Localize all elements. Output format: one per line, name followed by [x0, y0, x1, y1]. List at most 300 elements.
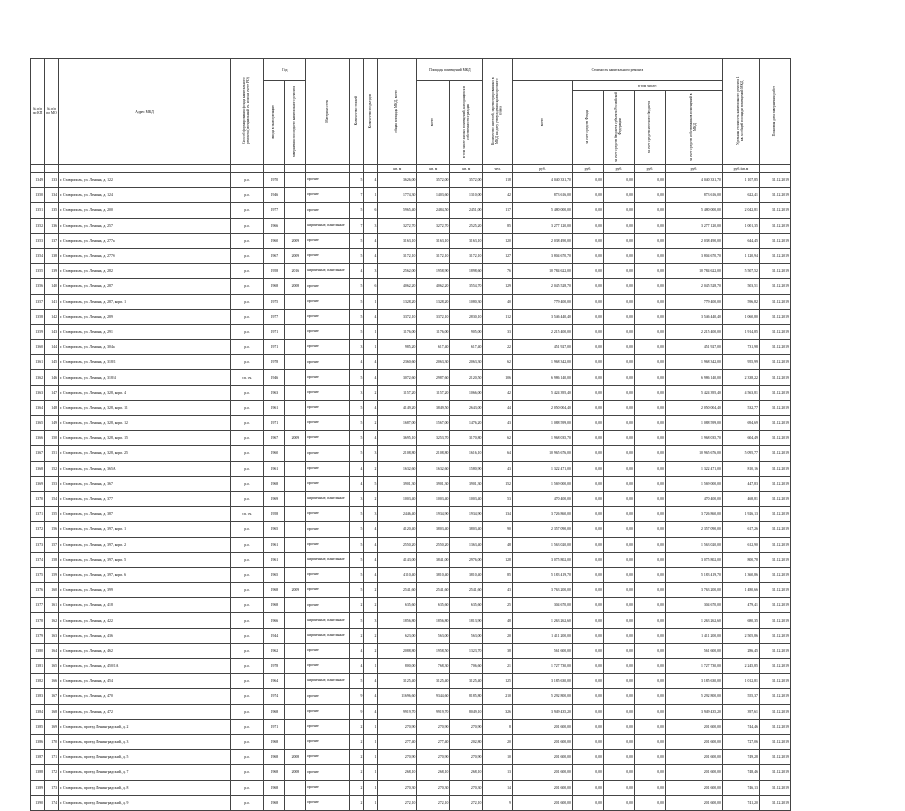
table-row — [31, 643, 791, 658]
table-cell: 1350 — [31, 188, 45, 203]
table-cell: 21 — [483, 659, 513, 674]
capital-repair-table — [30, 58, 791, 811]
table-cell: 1365 — [31, 416, 45, 431]
table-cell: 112 — [483, 309, 513, 324]
table-cell: 1385 — [31, 719, 45, 734]
table-cell: 3 075 802,00 — [512, 552, 572, 567]
table-cell — [285, 780, 306, 795]
table-cell: 129 — [483, 279, 513, 294]
table-cell: р.о. — [231, 598, 264, 613]
table-cell: 5 — [350, 431, 364, 446]
table-cell: р.о. — [231, 765, 264, 780]
table-cell: р.о. — [231, 385, 264, 400]
table-cell: г. Ставрополь, ул. Ленина, д. 418 — [59, 598, 231, 613]
table-row — [31, 719, 791, 734]
table-cell: прочие — [306, 750, 350, 765]
table-row — [31, 370, 791, 385]
table-cell: г. Ставрополь, ул. Ленина, д. 287 — [59, 279, 231, 294]
table-cell: 0,00 — [603, 416, 634, 431]
table-cell: 1352 — [31, 218, 45, 233]
table-cell: 617,26 — [722, 522, 759, 537]
table-cell — [285, 598, 306, 613]
table-cell: г. Ставрополь, ул. Ленина, д. 318/4 — [59, 370, 231, 385]
table-cell: 31.12.2019 — [759, 355, 790, 370]
table-cell — [285, 355, 306, 370]
table-cell: 563,00 — [417, 628, 450, 643]
table-cell: 0,00 — [572, 188, 603, 203]
table-cell: 0,00 — [603, 476, 634, 491]
table-cell: 4143,00 — [378, 552, 417, 567]
table-cell: 5 — [350, 203, 364, 218]
table-cell: 810,16 — [722, 461, 759, 476]
table-cell: 1964 — [264, 674, 285, 689]
table-cell: 140 — [45, 279, 59, 294]
table-cell: г. Ставрополь, проезд Ленинградский, д. 7 — [59, 765, 231, 780]
table-cell: 3163,10 — [378, 233, 417, 248]
header-residents: Количество жителей, зарегистрированных в МКД на дату утверждения краткосрочного плана — [483, 59, 513, 165]
table-cell: 0,00 — [572, 567, 603, 582]
table-cell: р.о. — [231, 613, 264, 628]
table-cell: г. Ставрополь, ул. Ленина, д. 282 — [59, 264, 231, 279]
header-deadline: Плановая дата завершения работ — [759, 59, 790, 165]
table-cell: р.о. — [231, 552, 264, 567]
table-cell: р.о. — [231, 522, 264, 537]
table-cell: 5965,40 — [378, 203, 417, 218]
table-cell: 2 — [350, 734, 364, 749]
table-cell: 2 038 490,00 — [665, 233, 722, 248]
table-cell: 0,00 — [572, 659, 603, 674]
table-cell: 0,00 — [572, 689, 603, 704]
table-cell: 3 075 802,00 — [665, 552, 722, 567]
table-cell: 779 400,00 — [665, 294, 722, 309]
table-cell: 85 — [483, 218, 513, 233]
table-cell: 1 001,35 — [722, 218, 759, 233]
table-cell: 31.12.2019 — [759, 309, 790, 324]
table-cell: 31.12.2019 — [759, 537, 790, 552]
table-cell: 20 — [483, 734, 513, 749]
table-cell: кирпичные, панельные — [306, 628, 350, 643]
table-cell: 2 — [364, 491, 378, 506]
table-cell: кирпичные, панельные — [306, 674, 350, 689]
table-cell: 0,00 — [603, 491, 634, 506]
table-cell: 48 — [483, 613, 513, 628]
table-cell: 748,46 — [722, 765, 759, 780]
table-cell: 31.12.2019 — [759, 400, 790, 415]
table-cell: р.о. — [231, 704, 264, 719]
table-cell: 1968 — [264, 795, 285, 810]
table-cell: р.о. — [231, 461, 264, 476]
table-cell: 31.12.2019 — [759, 264, 790, 279]
table-cell: 164 — [45, 643, 59, 658]
table-cell: прочие — [306, 567, 350, 582]
table-row — [31, 750, 791, 765]
table-cell: 31.12.2019 — [759, 416, 790, 431]
table-cell: 3 763 200,00 — [665, 583, 722, 598]
table-cell: 4 — [364, 370, 378, 385]
table-cell: г. Ставрополь, ул. Ленина, д. 328, корп. 12 — [59, 416, 231, 431]
table-cell: 4 — [364, 173, 378, 188]
table-cell: 1960 — [264, 446, 285, 461]
table-cell: 1968 — [264, 734, 285, 749]
table-cell: 147 — [45, 385, 59, 400]
table-cell: 31.12.2019 — [759, 370, 790, 385]
table-cell: 2009 — [285, 583, 306, 598]
table-cell: 0,00 — [603, 674, 634, 689]
table-cell: 2 — [350, 795, 364, 810]
table-cell: 1 968 342,00 — [512, 355, 572, 370]
table-cell: 202,80 — [450, 734, 483, 749]
table-cell: 5 — [350, 552, 364, 567]
table-cell: 4 040 331,70 — [512, 173, 572, 188]
table-cell: 201 600,00 — [665, 795, 722, 810]
table-cell: 2 215 400,00 — [665, 324, 722, 339]
table-cell: 985,20 — [378, 340, 417, 355]
table-cell: 0,00 — [634, 719, 665, 734]
table-cell — [285, 400, 306, 415]
table-cell: 1374 — [31, 552, 45, 567]
table-cell: прочие — [306, 704, 350, 719]
table-cell: 40 — [483, 294, 513, 309]
table-cell: 1370 — [31, 491, 45, 506]
table-cell: 3 — [364, 507, 378, 522]
table-cell: 1 360,86 — [722, 567, 759, 582]
table-cell: 0,00 — [634, 218, 665, 233]
table-cell: 3 185 630,00 — [512, 674, 572, 689]
table-cell: 1328,20 — [378, 294, 417, 309]
table-cell: 201 600,00 — [665, 719, 722, 734]
table-cell: 0,00 — [603, 628, 634, 643]
table-cell: 635,60 — [417, 598, 450, 613]
table-cell: 167 — [45, 689, 59, 704]
table-cell: 43 — [483, 583, 513, 598]
table-cell: 31.12.2019 — [759, 218, 790, 233]
table-cell — [285, 628, 306, 643]
table-row — [31, 522, 791, 537]
table-cell: 0,00 — [603, 173, 634, 188]
table-cell: 5 — [350, 294, 364, 309]
table-cell: 201 600,00 — [512, 750, 572, 765]
table-cell: 0,00 — [634, 491, 665, 506]
table-cell: 0,00 — [572, 294, 603, 309]
table-cell: 1364 — [31, 400, 45, 415]
table-cell: р.о. — [231, 674, 264, 689]
table-cell: 635,60 — [450, 598, 483, 613]
table-row — [31, 203, 791, 218]
table-cell: 479,41 — [722, 598, 759, 613]
table-cell — [285, 173, 306, 188]
table-cell: прочие — [306, 689, 350, 704]
table-cell: 1 — [364, 659, 378, 674]
table-cell: р.о. — [231, 203, 264, 218]
header-wall-material: Материал стен — [306, 59, 350, 165]
table-cell: прочие — [306, 416, 350, 431]
table-cell: 0,00 — [603, 734, 634, 749]
table-cell: 0,00 — [603, 719, 634, 734]
table-cell: 0,00 — [603, 264, 634, 279]
table-cell: 5 — [350, 567, 364, 582]
table-cell: г. Ставрополь, ул. Ленина, д. 436 — [59, 628, 231, 643]
table-cell: 2830,10 — [450, 309, 483, 324]
table-cell: 1361 — [31, 355, 45, 370]
table-cell: прочие — [306, 400, 350, 415]
table-cell: 31.12.2019 — [759, 704, 790, 719]
unit-rub: руб. — [572, 165, 603, 173]
table-cell: 2009 — [285, 248, 306, 263]
table-cell: 201 600,00 — [512, 765, 572, 780]
table-cell: 1387 — [31, 750, 45, 765]
table-cell: 31.12.2019 — [759, 765, 790, 780]
table-cell: 0,00 — [634, 294, 665, 309]
table-cell: 0,00 — [572, 385, 603, 400]
table-row — [31, 765, 791, 780]
table-cell: 3841,00 — [417, 552, 450, 567]
table-cell: 0,00 — [603, 537, 634, 552]
table-cell: 3 — [350, 385, 364, 400]
table-cell: 1390 — [31, 795, 45, 810]
table-cell: 10 965 676,00 — [512, 446, 572, 461]
table-cell: 1 727 730,00 — [665, 659, 722, 674]
table-cell: г. Ставрополь, ул. Ленина, д. 399 — [59, 583, 231, 598]
table-cell: 9 — [350, 704, 364, 719]
table-cell: 31.12.2019 — [759, 719, 790, 734]
table-cell: 397,61 — [722, 704, 759, 719]
table-cell: 3 277 120,00 — [665, 218, 722, 233]
table-cell: 1974 — [264, 689, 285, 704]
table-cell: 31.12.2019 — [759, 643, 790, 658]
table-cell: 1 968 035,70 — [512, 431, 572, 446]
table-row — [31, 628, 791, 643]
table-cell: 1 727 730,00 — [512, 659, 572, 674]
table-cell: г. Ставрополь, ул. Ленина, д. 397, корп. 2 — [59, 537, 231, 552]
table-row — [31, 476, 791, 491]
table-cell: 31.12.2019 — [759, 446, 790, 461]
table-cell: прочие — [306, 188, 350, 203]
table-cell: 1353 — [31, 233, 45, 248]
table-cell: 43 — [483, 416, 513, 431]
table-cell: 2 357 090,00 — [512, 522, 572, 537]
table-cell: 1968 — [264, 750, 285, 765]
table-cell: 1328,20 — [417, 294, 450, 309]
table-cell: 1368 — [31, 461, 45, 476]
table-cell: 451 927,00 — [665, 340, 722, 355]
table-cell: 1580,90 — [450, 461, 483, 476]
table-cell — [285, 416, 306, 431]
table-cell: 1373 — [31, 537, 45, 552]
table-cell: 1632,60 — [417, 461, 450, 476]
header-floors: Количество этажей — [350, 59, 364, 165]
table-cell: г. Ставрополь, проезд Ленинградский, д. 8 — [59, 780, 231, 795]
table-cell: 31.12.2019 — [759, 431, 790, 446]
table-cell: 2 338,22 — [722, 370, 759, 385]
table-cell: 272,10 — [378, 795, 417, 810]
table-cell: 90 — [483, 522, 513, 537]
table-cell: 1 120,94 — [722, 248, 759, 263]
table-cell: 31.12.2019 — [759, 294, 790, 309]
table-row — [31, 446, 791, 461]
table-cell: 3 763 200,00 — [512, 583, 572, 598]
table-cell: 2 050 004,40 — [665, 400, 722, 415]
table-cell: прочие — [306, 719, 350, 734]
table-cell: 4 — [364, 431, 378, 446]
table-row — [31, 173, 791, 188]
table-cell — [285, 188, 306, 203]
table-cell: 0,00 — [572, 416, 603, 431]
table-row — [31, 704, 791, 719]
table-cell: 270,30 — [378, 780, 417, 795]
table-cell: 905,00 — [450, 324, 483, 339]
table-cell: 4 — [364, 689, 378, 704]
table-cell: 4 — [350, 643, 364, 658]
table-cell: 64 — [483, 446, 513, 461]
table-cell: 277,40 — [417, 734, 450, 749]
table-cell: 0,00 — [634, 264, 665, 279]
table-cell: 1958 — [264, 264, 285, 279]
table-cell: 612,90 — [722, 537, 759, 552]
table-cell: 5 480 000,00 — [665, 203, 722, 218]
table-cell: 596,82 — [722, 294, 759, 309]
table-cell: р.о. — [231, 780, 264, 795]
table-cell: 128 — [483, 552, 513, 567]
table-cell: 1080,30 — [450, 294, 483, 309]
table-cell: р.о. — [231, 734, 264, 749]
header-cost-fund: за счет средств Фонда — [572, 91, 603, 165]
table-cell: 1 060,80 — [722, 309, 759, 324]
table-cell: 1362 — [31, 370, 45, 385]
table-cell: г. Ставрополь, проезд Ленинградский, д. 2 — [59, 719, 231, 734]
table-cell: 0,00 — [634, 507, 665, 522]
table-cell: 125 — [483, 674, 513, 689]
table-cell: 9 — [350, 689, 364, 704]
table-cell: 3125,40 — [378, 674, 417, 689]
table-cell: р.о. — [231, 340, 264, 355]
table-cell: 1 968 035,70 — [665, 431, 722, 446]
table-cell: 10 — [483, 750, 513, 765]
table-cell: р.о. — [231, 218, 264, 233]
table-cell: 1 263 262,60 — [512, 613, 572, 628]
table-cell: 268,10 — [417, 765, 450, 780]
table-cell: 0,00 — [603, 522, 634, 537]
table-cell: 2 505,86 — [722, 628, 759, 643]
table-cell: 0,00 — [572, 734, 603, 749]
table-row — [31, 264, 791, 279]
table-cell: 31.12.2019 — [759, 552, 790, 567]
table-cell: 2 — [364, 461, 378, 476]
table-cell: 1363,40 — [450, 537, 483, 552]
table-cell: 5 — [350, 233, 364, 248]
table-cell: 0,00 — [634, 613, 665, 628]
table-cell: 2009 — [285, 431, 306, 446]
table-cell: 0,00 — [634, 780, 665, 795]
header-area-residential: в том числе жилых помещений, находящихся в собственности граждан — [450, 81, 483, 165]
table-cell: 2525,20 — [450, 218, 483, 233]
table-cell: 744,46 — [722, 719, 759, 734]
table-cell: 1 — [364, 795, 378, 810]
table-cell: 0,00 — [572, 279, 603, 294]
table-cell: г. Ставрополь, ул. Ленина, д. 470 — [59, 689, 231, 704]
table-cell: 1687,00 — [378, 416, 417, 431]
table-cell: 0,00 — [572, 233, 603, 248]
table-cell: прочие — [306, 279, 350, 294]
table-cell: 4 — [350, 264, 364, 279]
table-cell: 150 — [45, 431, 59, 446]
table-cell: 6 986 140,00 — [512, 370, 572, 385]
table-cell: 0,00 — [572, 476, 603, 491]
table-cell: 2484,50 — [417, 203, 450, 218]
table-cell: прочие — [306, 795, 350, 810]
table-cell: 3554,70 — [450, 279, 483, 294]
table-cell: 31.12.2019 — [759, 780, 790, 795]
table-cell: 31.12.2019 — [759, 598, 790, 613]
table-cell: 5 480 000,00 — [512, 203, 572, 218]
table-cell: 31.12.2019 — [759, 795, 790, 810]
table-cell: 4 563,81 — [722, 385, 759, 400]
table-cell: прочие — [306, 173, 350, 188]
table-cell: г. Ставрополь, ул. Ленина, д. 277а — [59, 233, 231, 248]
table-cell: 1003,40 — [450, 491, 483, 506]
table-cell: кирпичные, панельные — [306, 552, 350, 567]
table-cell: 42 — [483, 385, 513, 400]
table-cell: 1856,80 — [378, 613, 417, 628]
table-cell: прочие — [306, 233, 350, 248]
table-cell: 1946 — [264, 188, 285, 203]
table-cell: 1971 — [264, 340, 285, 355]
table-cell: 1359 — [31, 324, 45, 339]
table-cell: 31.12.2019 — [759, 734, 790, 749]
table-cell: 470 400,00 — [512, 491, 572, 506]
table-cell: 4 — [364, 309, 378, 324]
table-cell: 1944 — [264, 628, 285, 643]
table-cell: 272,10 — [450, 795, 483, 810]
table-cell: 0,00 — [603, 795, 634, 810]
table-cell: 155 — [45, 507, 59, 522]
table-cell: 0,00 — [572, 203, 603, 218]
table-cell: 156 — [45, 522, 59, 537]
table-cell: 117 — [483, 203, 513, 218]
table-cell: 201 600,00 — [665, 780, 722, 795]
table-cell: 2 — [364, 385, 378, 400]
table-cell: 0,00 — [634, 537, 665, 552]
table-cell: 0,00 — [603, 218, 634, 233]
table-cell: 201 600,00 — [512, 780, 572, 795]
table-cell: р.о. — [231, 476, 264, 491]
table-cell: 4120,40 — [378, 522, 417, 537]
table-cell: прочие — [306, 476, 350, 491]
table-cell: р.о. — [231, 294, 264, 309]
table-cell: 174 — [45, 795, 59, 810]
table-cell: р.о. — [231, 567, 264, 582]
table-cell: прочие — [306, 294, 350, 309]
table-cell: р.о. — [231, 628, 264, 643]
table-cell: 3125,40 — [417, 674, 450, 689]
table-cell: 5 — [350, 416, 364, 431]
table-cell: 2 — [350, 780, 364, 795]
table-cell — [285, 309, 306, 324]
table-cell: 451 927,00 — [512, 340, 572, 355]
table-cell: 25 — [483, 598, 513, 613]
table-cell: 3901,30 — [417, 476, 450, 491]
table-cell: 0,00 — [634, 522, 665, 537]
table-cell: 503,51 — [722, 279, 759, 294]
table-cell: 0,00 — [572, 795, 603, 810]
table-cell: 42 — [483, 188, 513, 203]
table-cell: р.о. — [231, 400, 264, 415]
table-cell: 0,00 — [634, 476, 665, 491]
table-cell: прочие — [306, 537, 350, 552]
unit-rub-m2: руб./кв.м — [722, 165, 759, 173]
table-cell: 135 — [45, 203, 59, 218]
table-cell: 0,00 — [634, 734, 665, 749]
table-cell: г. Ставрополь, ул. Ленина, д. 328, корп. 15 — [59, 431, 231, 446]
